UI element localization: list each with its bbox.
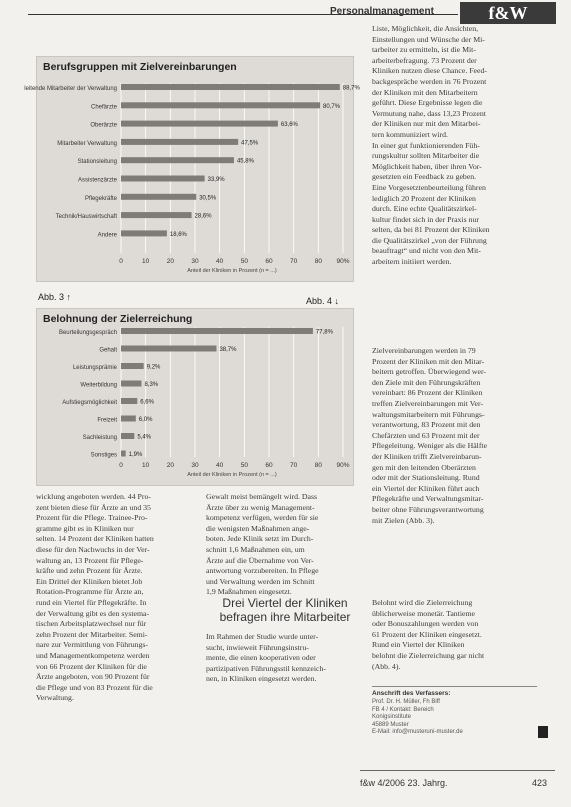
chart-berufsgruppen <box>24 56 360 282</box>
text-line: tischen Arbeitsplatzwechsel nur für <box>36 619 147 629</box>
data-label: 18,6% <box>169 231 187 238</box>
text-line: die wenigsten Maßnahmen ange- <box>206 523 310 533</box>
category-label: Andere <box>97 232 117 239</box>
x-tick-label: 30 <box>191 258 199 265</box>
text-column-right-top <box>372 24 490 268</box>
text-line: mit Zielen (Abb. 3). <box>372 515 435 525</box>
x-tick-label: 90% <box>336 258 350 265</box>
category-label: Aufstiegsmöglichkeit <box>62 400 117 406</box>
author-line: 45889 Muster <box>372 721 409 728</box>
author-line: Prof. Dr. H. Müller, Fh Biff <box>372 699 440 705</box>
text-line: Im Rahmen der Studie wurde unter- <box>206 632 319 641</box>
category-label: Technik/Hauswirtschaft <box>55 214 117 221</box>
x-tick-label: 20 <box>166 258 174 265</box>
data-label: 6,6% <box>140 399 154 406</box>
text-line: Zielvereinbarungen werden in 79 <box>372 346 476 355</box>
subheading-line: befragen ihre Mitarbeiter <box>219 610 351 624</box>
text-line: der Kliniken trifft Zielvereinbarun- <box>372 451 482 461</box>
text-line: Möglichkeit haben, über ihren Vor- <box>372 161 482 171</box>
x-tick-label: 60 <box>265 258 273 265</box>
text-line: waltungsmitarbeitern mit Führungs- <box>372 409 485 419</box>
category-label: Stationsleitung <box>77 159 117 166</box>
text-line: arbeitern initiiert werden. <box>372 257 452 267</box>
text-line: 1,9 Maßnahmen eingesetzt. <box>206 587 292 597</box>
bar <box>121 84 340 90</box>
data-label: 1,9% <box>128 452 143 458</box>
text-line: Vermutung nahe, dass 13,23 Prozent <box>372 108 486 118</box>
bar <box>121 433 134 439</box>
text-line: Pflegeleitung. Weniger als die Hälfte <box>372 441 488 451</box>
data-label: 47,5% <box>241 140 259 147</box>
category-label: Sachleistung <box>82 435 117 441</box>
text-line: gesetzten ein Feedback zu geben. <box>372 172 477 182</box>
text-line: Ein Drittel der Kliniken bietet Job <box>36 576 143 586</box>
data-label: 28,6% <box>194 213 212 220</box>
bar <box>121 230 167 236</box>
chart-belohnung <box>36 308 354 486</box>
text-line: der Verwaltung gibt es den systema- <box>36 608 150 618</box>
text-line: Einstellungen und Wünsche der Mi- <box>372 34 485 44</box>
page-number: 423 <box>532 778 548 788</box>
x-tick-label: 0 <box>119 462 123 469</box>
bar <box>121 346 216 352</box>
text-line: geführt. Diese Ergebnisse legen die <box>372 98 483 108</box>
x-tick-label: 30 <box>191 462 199 469</box>
text-line: Prozent der Kliniken mit den Mitar- <box>372 356 485 366</box>
x-tick-label: 10 <box>142 258 150 265</box>
text-line: von 66 Prozent der Kliniken für die <box>36 661 147 671</box>
text-line: treffen Zielvereinbarungen mit Ver- <box>372 398 484 408</box>
chart-svg <box>37 309 353 485</box>
text-column-middle <box>206 492 319 598</box>
text-line: der Kliniken mit den Mitarbeitern <box>372 87 478 97</box>
text-line: Kliniken nutzen diese Chance. Feed- <box>372 66 487 76</box>
x-axis-label: Anteil der Kliniken in Prozent (n = ...) <box>187 472 277 478</box>
text-column-middle-lower <box>206 632 326 685</box>
x-tick-label: 10 <box>142 462 150 469</box>
text-line: Pflegekräfte und Verwaltungsmitar- <box>372 494 484 504</box>
bar <box>121 416 136 422</box>
text-line: kompetenz verfügen, werden für sie <box>206 513 319 523</box>
data-label: 88,7% <box>342 85 360 92</box>
text-line: durch. Eine echte Qualitätszirkel- <box>372 204 477 214</box>
category-label: Freizeit <box>97 417 117 424</box>
author-rule <box>372 686 537 687</box>
text-line: boten. Jede Klinik setzt im Durch- <box>206 534 314 544</box>
text-line: arbeiterbefragung. 73 Prozent der <box>372 55 477 65</box>
text-line: ein Viertel der Kliniken führt auch <box>372 483 480 493</box>
category-label: Leistungsprämie <box>72 365 117 371</box>
text-line: und Verwaltung werden im Schnitt <box>206 576 315 586</box>
text-line: Eine Vorgesetztenbeurteilung führen <box>372 182 486 192</box>
x-tick-label: 50 <box>240 462 248 469</box>
data-label: 6,0% <box>138 417 153 423</box>
text-line: Rotation-Programme für Ärzte an, <box>36 587 144 597</box>
text-line: sucht, inwieweit Führungsinstru- <box>206 642 309 652</box>
bar <box>121 451 126 457</box>
text-line: Liste, Möglichkeit, die Ansichten, <box>372 24 479 33</box>
x-tick-label: 40 <box>216 258 224 265</box>
text-line: mente, die einen kooperativen oder <box>206 653 316 663</box>
text-line: oder mit der Stationsleitung. Rund <box>372 473 480 483</box>
text-line: beiter ohne Führungsverantwortung <box>372 504 484 514</box>
text-line: beauftragt“ und nicht von den Mit- <box>372 246 481 256</box>
text-line: diese für den Nachwuchs in der Ver- <box>36 544 150 554</box>
bar <box>121 194 196 200</box>
text-line: verantwortung, 83 Prozent mit den <box>372 420 481 430</box>
text-line: Chefärzten und 63 Prozent mit der <box>372 430 480 440</box>
bar <box>121 121 278 127</box>
text-line: wicklung angeboten werden. 44 Pro- <box>36 492 151 501</box>
text-line: antwortung vorzubereiten. In Pflege <box>206 566 319 576</box>
text-line: Verwaltung. <box>36 693 74 703</box>
author-line: E-Mail: info@musteruni-muster.de <box>372 729 463 736</box>
section-title: Personalmanagement <box>330 6 434 17</box>
category-label: Mitarbeiter Verwaltung <box>57 140 117 147</box>
bar <box>121 398 137 404</box>
data-label: 45,8% <box>236 158 254 165</box>
text-line: backgespräche werden in 76 Prozent <box>372 76 487 86</box>
text-line: nen, in Kliniken eingesetzt werden. <box>206 674 317 684</box>
text-line: vereinbart: 86 Prozent der Kliniken <box>372 388 483 398</box>
category-label: leitende Mitarbeiter der Verwaltung <box>24 86 117 92</box>
x-tick-label: 70 <box>290 258 298 265</box>
text-line: zent bieten diese für Ärzte an und 35 <box>36 502 151 512</box>
category-label: Sonstiges <box>90 452 117 459</box>
category-label: Assistenzärzte <box>77 177 117 184</box>
text-line: beitern getroffen. Überwiegend wer- <box>372 367 487 377</box>
data-label: 8,3% <box>144 382 159 388</box>
text-line: kultur findet sich in der Praxis nur <box>372 214 479 224</box>
text-line: gramme gibt es in Kliniken nur <box>36 523 134 533</box>
text-line: den Ziele mit den Führungskräften <box>372 377 481 387</box>
text-line: die Qualitätszirkel „von der Führung <box>372 235 487 245</box>
data-label: 5,4% <box>137 434 152 441</box>
x-tick-label: 80 <box>314 258 322 265</box>
text-line: die Pflege und von 83 Prozent für die <box>36 682 153 692</box>
text-line: tarbeiter zu ermitteln, ist die Mit- <box>372 45 476 55</box>
text-line: Prozent für die Pflege. Trainee-Pro- <box>36 513 148 523</box>
category-label: Beurteilungsgespräch <box>58 330 117 336</box>
author-line: Konigsinstitute <box>372 714 412 721</box>
bar <box>121 381 141 387</box>
text-line: und Managementkompetenz werden <box>36 650 150 660</box>
data-label: 38,7% <box>219 347 237 353</box>
text-line: waltung an, 13 Prozent für Pflege- <box>36 555 144 565</box>
subheading <box>210 596 360 624</box>
x-tick-label: 40 <box>216 462 224 469</box>
text-line: kräfte und zehn Prozent für Ärzte. <box>36 566 143 576</box>
category-label: Chefärzte <box>90 104 117 111</box>
x-tick-label: 20 <box>166 462 174 469</box>
bar <box>121 328 313 334</box>
category-label: Pflegekräfte <box>84 195 117 202</box>
footer-rule <box>360 770 555 771</box>
text-line: tern kommuniziert wird. <box>372 129 449 139</box>
footer-journal: f&w 4/2006 23. Jahrg. <box>360 778 448 788</box>
text-line: Rund ein Viertel der Kliniken <box>372 640 465 650</box>
bar <box>121 139 238 145</box>
journal-logo: f&W <box>460 2 556 24</box>
text-line: In einer gut funktionierenden Füh- <box>372 140 480 150</box>
category-label: Gehalt <box>99 347 117 354</box>
x-tick-label: 80 <box>314 462 322 469</box>
text-line: selten, da bei 81 Prozent der Kliniken <box>372 225 490 235</box>
text-line: Ärzte auf die Übernahme von Ver- <box>206 555 314 565</box>
text-line: Ärzte angeboten, von 90 Prozent für <box>36 672 150 682</box>
text-line: belohnt die Zielerreichung gar nicht <box>372 650 485 660</box>
data-label: 33,9% <box>207 177 225 183</box>
text-line: Gewalt meist bemängelt wird. Dass <box>206 492 318 501</box>
category-label: Oberärzte <box>90 122 117 129</box>
caption-abb3: Abb. 3 ↑ <box>38 292 72 302</box>
text-line: der Kliniken nur mit den Mitarbei- <box>372 119 481 129</box>
text-line: rungskultur sollten Mitarbeiter die <box>372 151 480 161</box>
chart-title: Belohnung der Zielerreichung <box>43 313 193 325</box>
bar <box>121 176 205 182</box>
bar <box>121 102 320 108</box>
data-label: 9,2% <box>146 364 161 371</box>
x-tick-label: 60 <box>265 462 273 469</box>
text-line: selten. 14 Prozent der Kliniken hatten <box>36 534 154 544</box>
text-line: partizipativen Führungsstil kennzeich- <box>206 663 326 673</box>
data-label: 77,8% <box>315 329 333 336</box>
x-tick-label: 90% <box>336 462 350 469</box>
subheading-line: Drei Viertel der Kliniken <box>222 596 348 610</box>
category-label: Weiterbildung <box>80 382 117 389</box>
text-line: üblicherweise monetär. Tantieme <box>372 608 476 618</box>
end-mark <box>538 726 548 738</box>
author-heading: Anschrift des Verfassers: <box>372 690 451 697</box>
x-tick-label: 70 <box>290 462 298 469</box>
data-label: 30,5% <box>199 195 217 202</box>
text-line: oder Bonuszahlungen werden von <box>372 619 479 629</box>
text-line: rund ein Viertel für Pflegekräfte. In <box>36 597 147 607</box>
author-line: FB 4 / Kontakt: Bereich <box>372 706 434 713</box>
caption-abb4: Abb. 4 ↓ <box>306 296 340 306</box>
text-column-left <box>36 492 154 704</box>
x-tick-label: 50 <box>240 258 248 265</box>
text-line: nare zur Vermittlung von Führungs- <box>36 640 149 650</box>
chart-svg <box>24 57 360 281</box>
bar <box>121 212 192 218</box>
bar <box>121 363 144 369</box>
text-line: Ärzte über zu wenig Management- <box>206 502 315 512</box>
text-line: 61 Prozent der Kliniken eingesetzt. <box>372 629 482 639</box>
bar <box>121 157 234 163</box>
text-line: lediglich 20 Prozent der Kliniken <box>372 193 476 203</box>
text-line: schnitt 1,6 Maßnahmen ein, um <box>206 544 305 554</box>
chart-title: Berufsgruppen mit Zielvereinbarungen <box>43 61 237 73</box>
text-line: Belohnt wird die Zielerreichung <box>372 598 473 607</box>
text-column-right-bottom <box>372 598 484 672</box>
text-line: (Abb. 4). <box>372 661 401 671</box>
data-label: 63,6% <box>280 122 298 129</box>
text-column-right-mid <box>372 346 487 526</box>
text-line: zehn Prozent der Mitarbeiter. Semi- <box>36 629 148 639</box>
x-tick-label: 0 <box>119 258 123 265</box>
text-line: gen mit den leitenden Oberärzten <box>372 462 476 472</box>
data-label: 80,7% <box>323 103 341 110</box>
x-axis-label: Anteil der Kliniken in Prozent (n = ...) <box>187 268 277 274</box>
